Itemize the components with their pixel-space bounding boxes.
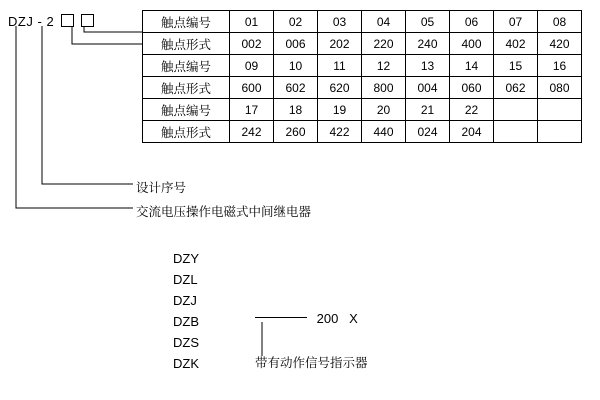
table-cell: 006 [274,33,318,55]
table-cell: 03 [318,11,362,33]
table-cell: 07 [494,11,538,33]
table-cell: 062 [494,77,538,99]
contact-spec-table [142,10,582,143]
table-cell: 17 [230,99,274,121]
table-cell: 18 [274,99,318,121]
list-item: DZB [173,314,199,329]
table-cell: 602 [274,77,318,99]
table-cell: 15 [494,55,538,77]
table-cell: 13 [406,55,450,77]
list-item: DZJ [173,293,197,308]
table-cell: 242 [230,121,274,143]
table-cell: 600 [230,77,274,99]
model-prefix: DZJ [8,14,34,29]
model-box-2 [81,14,94,27]
table-row [143,99,582,121]
row-label: 触点编号 [143,99,230,121]
suffix-letter: X [349,311,358,326]
table-cell: 260 [274,121,318,143]
table-cell: 19 [318,99,362,121]
model-box-1 [61,14,74,27]
series-list [173,248,199,374]
table-row [143,11,582,33]
table-cell: 400 [450,33,494,55]
table-cell: 09 [230,55,274,77]
table-cell: 080 [538,77,582,99]
suffix-number: 200 [316,311,339,326]
table-cell: 002 [230,33,274,55]
table-cell: 05 [406,11,450,33]
table-cell: 12 [362,55,406,77]
table-cell: 02 [274,11,318,33]
table-cell: 14 [450,55,494,77]
series-suffix [249,311,358,326]
table-cell: 20 [362,99,406,121]
model-code [8,14,94,29]
annotation-indicator: 带有动作信号指示器 [255,356,368,370]
table-cell: 06 [450,11,494,33]
table-cell: 16 [538,55,582,77]
table-cell: 11 [318,55,362,77]
table-cell: 620 [318,77,362,99]
table-cell: 204 [450,121,494,143]
table-body [143,11,582,143]
row-label: 触点形式 [143,121,230,143]
model-series: 2 [46,14,55,29]
connector-line [255,317,307,318]
table-row [143,77,582,99]
table-cell [538,121,582,143]
list-item: DZK [173,356,199,371]
table-cell: 10 [274,55,318,77]
table-cell: 220 [362,33,406,55]
annotation-relay-description: 交流电压操作电磁式中间继电器 [136,205,312,219]
row-label: 触点形式 [143,33,230,55]
table-cell: 800 [362,77,406,99]
table-cell: 240 [406,33,450,55]
table-cell: 060 [450,77,494,99]
row-label: 触点形式 [143,77,230,99]
table-cell: 004 [406,77,450,99]
row-label: 触点编号 [143,11,230,33]
table-cell: 440 [362,121,406,143]
annotation-design-number: 设计序号 [136,181,187,195]
list-item: DZY [173,251,199,266]
table-cell: 08 [538,11,582,33]
table-cell: 420 [538,33,582,55]
table-row [143,33,582,55]
list-item: DZL [173,272,198,287]
table-cell: 04 [362,11,406,33]
row-label: 触点编号 [143,55,230,77]
table-cell [538,99,582,121]
table-cell: 422 [318,121,362,143]
table-cell: 21 [406,99,450,121]
table-cell: 402 [494,33,538,55]
table-cell: 22 [450,99,494,121]
model-dash: - [37,14,43,29]
table-cell: 202 [318,33,362,55]
table-cell: 01 [230,11,274,33]
list-item: DZS [173,335,199,350]
table-row [143,121,582,143]
table-cell [494,99,538,121]
table-cell: 024 [406,121,450,143]
table-row [143,55,582,77]
table-cell [494,121,538,143]
